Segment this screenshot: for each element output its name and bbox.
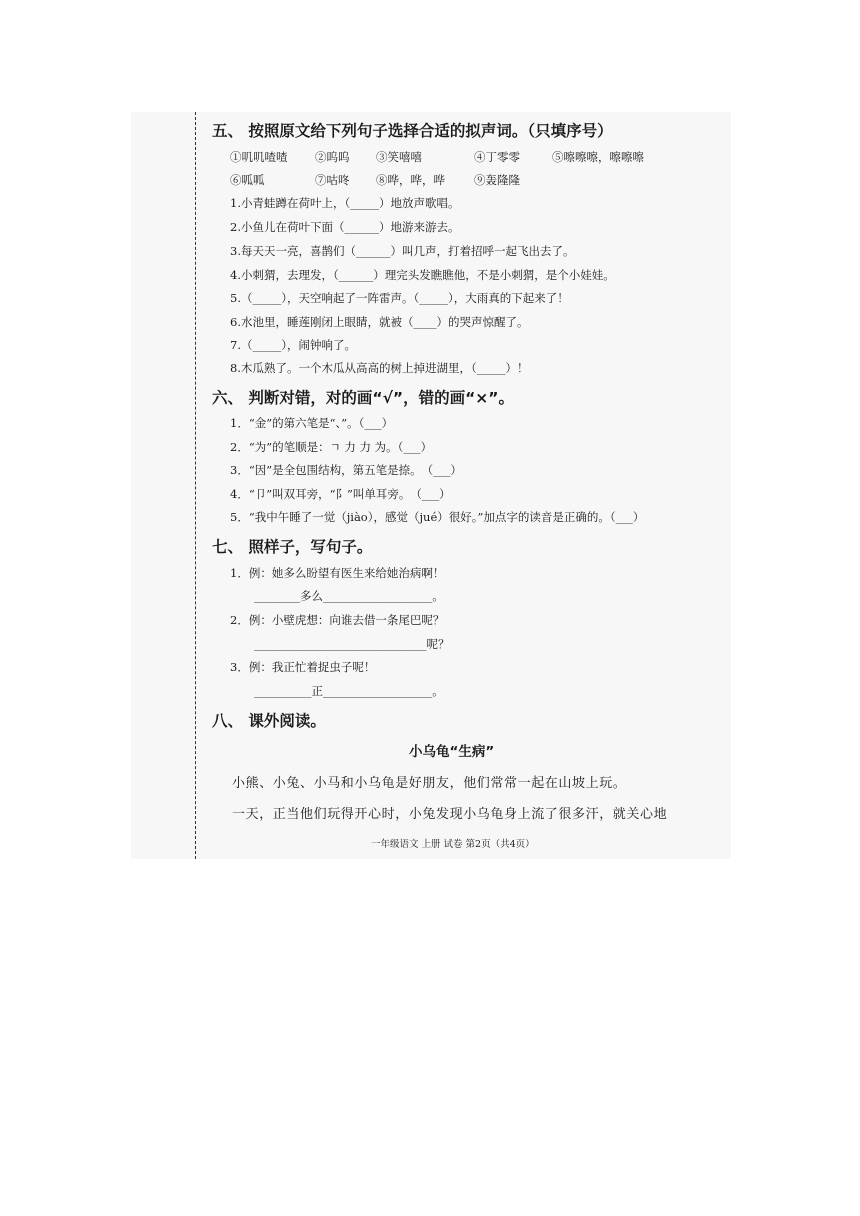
s5-item-1: 1.小青蛙蹲在荷叶上，（_____）地放声歌唱。 [230,196,460,210]
s7-example-2: 2．例：小壁虎想：向谁去借一条尾巴呢？ [230,613,445,627]
option-4: ④丁零零 [474,150,520,164]
option-5: ⑤嚓嚓嚓，嚓嚓嚓 [552,150,644,164]
s7-answer-1: ________多么___________________。 [254,589,444,603]
s5-item-8: 8.木瓜熟了。一个木瓜从高高的树上掉进湖里，（_____）！ [230,361,529,375]
s5-item-4: 4.小刺猬，去理发，（______）理完头发瞧瞧他，不是小刺猬，是个小娃娃。 [230,268,615,282]
s6-item-2: 2．“为”的笔顺是：ㄱ 力 力 为。（___） [230,440,433,454]
option-1: ①叽叽喳喳 [230,150,288,164]
option-7: ⑦咕咚 [315,173,350,187]
s6-item-1: 1．“金”的第六笔是“、”。（___） [230,416,394,430]
s5-item-7: 7.（_____），闹钟响了。 [230,338,356,352]
s5-item-3: 3.每天天一亮，喜鹊们（______）叫几声，打着招呼一起飞出去了。 [230,244,575,258]
s5-item-2: 2.小鱼儿在荷叶下面（______）地游来游去。 [230,220,460,234]
page-footer: 一年级语文 上册 试卷 第2页（共4页） [371,839,535,850]
section8-heading: 八、 课外阅读。 [212,712,326,730]
option-2: ②呜呜 [315,150,350,164]
option-3: ③笑嘻嘻 [376,150,422,164]
section5-heading: 五、 按照原文给下列句子选择合适的拟声词。（只填序号） [212,122,613,140]
s5-item-6: 6.水池里，睡莲刚闭上眼睛，就被（____）的哭声惊醒了。 [230,315,529,329]
story-paragraph-1: 小熊、小兔、小马和小乌龟是好朋友，他们常常一起在山坡上玩。 [232,776,627,791]
s6-item-4: 4．“卩”叫双耳旁，“阝”叫单耳旁。 （___） [230,487,451,501]
s6-item-3: 3．“因”是全包围结构，第五笔是捺。 （___） [230,463,462,477]
s7-example-1: 1．例：她多么盼望有医生来给她治病啊！ [230,566,445,580]
binding-dashed-line [195,112,196,859]
option-9: ⑨轰隆隆 [474,173,520,187]
s7-answer-3: __________正___________________。 [254,684,444,698]
s7-example-3: 3．例：我正忙着捉虫子呢！ [230,660,376,674]
s6-item-5: 5．“我中午睡了一觉（jiào），感觉（jué）很好。”加点字的读音是正确的。（___） [230,510,645,524]
s5-item-5: 5.（_____），天空响起了一阵雷声。（_____），大雨真的下起来了！ [230,291,569,305]
s7-answer-2: ______________________________呢？ [254,637,450,651]
story-paragraph-2: 一天，正当他们玩得开心时，小兔发现小乌龟身上流了很多汗，就关心地 [232,807,668,822]
story-title: 小乌龟“生病” [409,744,495,760]
option-8: ⑧哗，哗，哗 [376,173,445,187]
option-6: ⑥呱呱 [230,173,265,187]
section6-heading: 六、 判断对错，对的画“√”，错的画“×”。 [212,389,514,407]
section7-heading: 七、 照样子，写句子。 [212,538,373,556]
